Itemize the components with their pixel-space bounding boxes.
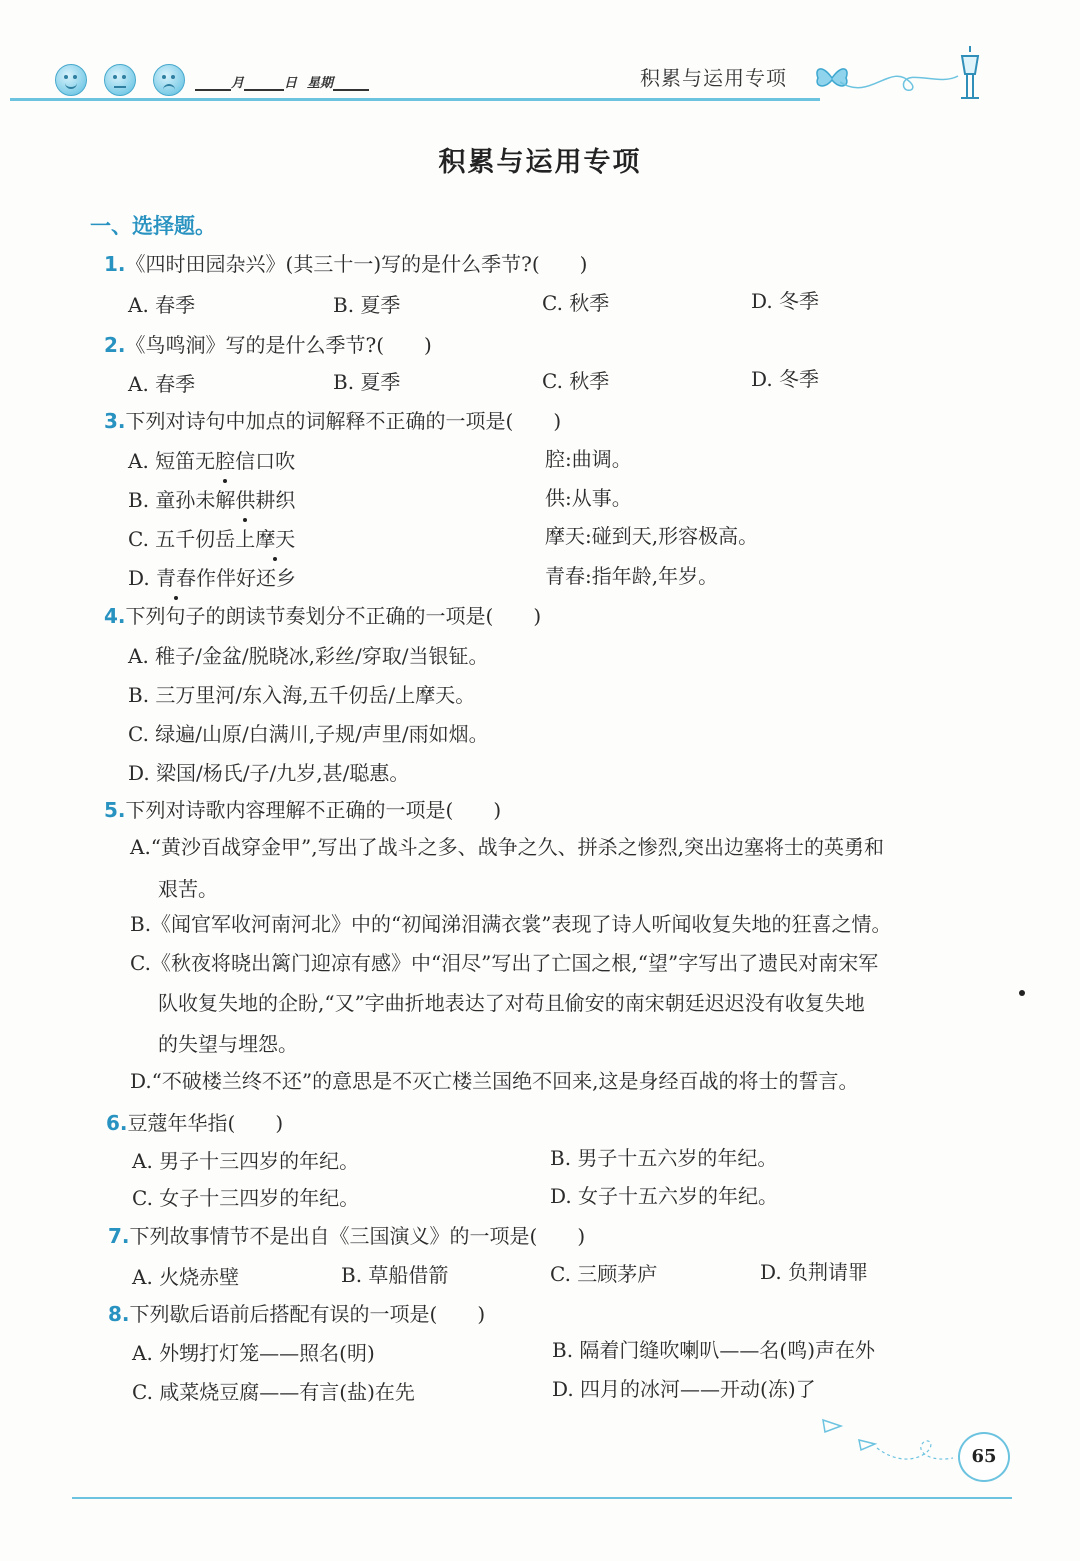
option: B. 夏季 [333,370,401,394]
option: C.《秋夜将晓出篱门迎凉有感》中“泪尽”写出了亡国之根,“望”字写出了遗民对南宋军 [130,951,879,975]
option: C. 女子十三四岁的年纪。 [132,1186,360,1210]
option: B.《闻官军收河南河北》中的“初闻涕泪满衣裳”表现了诗人听闻收复失地的狂喜之情。 [130,912,892,936]
option: D.“不破楼兰终不还”的意思是不灭亡楼兰国绝不回来,这是身经百战的将士的誓言。 [130,1069,859,1093]
option-text: C. 五千仞岳上 [128,527,256,551]
option-continuation: 艰苦。 [158,877,218,901]
option-text: A. 短笛无 [128,449,216,473]
question-1 [104,248,587,277]
page-title: 积累与运用专项 [438,147,642,178]
option: B. 隔着门缝吹喇叭——名(鸣)声在外 [552,1338,876,1362]
weekday-label: 星期 [307,76,334,91]
option [128,445,295,474]
question-number: 4. [104,604,126,628]
question-text: 《鸟鸣涧》写的是什么季节?( ) [125,333,432,357]
dotted-word: 供 [235,484,255,513]
question-text: 下列对诗句中加点的词解释不正确的一项是( ) [125,409,562,433]
dotted-word: 腔 [215,445,235,474]
option: A.“黄沙百战穿金甲”,写出了战斗之多、战争之久、拼杀之惨烈,突出边塞将士的英勇和 [130,835,884,859]
option-text: 信口吹 [235,449,296,473]
option: B. 三万里河/东入海,五千仞岳/上摩天。 [128,683,476,707]
date-fill-line [195,72,369,91]
option: D. 冬季 [751,289,820,313]
option: B. 夏季 [333,293,401,317]
page-number: 65 [958,1432,1010,1482]
stray-dot [1019,990,1025,996]
option: D. 女子十五六岁的年纪。 [550,1184,779,1208]
question-text: 豆蔻年华指( ) [127,1111,284,1135]
option [128,484,295,513]
neutral-face-icon [104,64,136,96]
option-explanation: 腔:曲调。 [545,447,632,471]
question-text: 下列故事情节不是出自《三国演义》的一项是( ) [129,1224,586,1248]
option [128,562,296,591]
option-text: B. 童孙未解 [128,488,236,512]
option: C. 绿遍/山原/白满川,子规/声里/雨如烟。 [128,722,489,746]
header-section-title: 积累与运用专项 [640,66,787,90]
option-text: 耕织 [255,488,296,512]
decorative-birds-icon [815,1412,955,1468]
option: A. 外甥打灯笼——照名(明) [132,1341,375,1365]
option-continuation: 队收复失地的企盼,“又”字曲折地表达了对苟且偷安的南宋朝廷迟迟没有收复失地 [158,991,865,1015]
question-number: 3. [104,409,126,433]
option: D. 梁国/杨氏/子/九岁,甚/聪惠。 [128,761,410,785]
question-number: 5. [104,798,126,822]
option-continuation: 的失望与埋怨。 [158,1032,298,1056]
option: B. 草船借箭 [341,1263,449,1287]
question-text: 下列歇后语前后搭配有误的一项是( ) [129,1302,486,1326]
option: C. 咸菜烧豆腐——有言(盐)在先 [132,1380,415,1404]
option: A. 春季 [128,372,196,396]
option [128,523,295,552]
option-explanation: 供:从事。 [545,486,632,510]
question-text: 下列对诗歌内容理解不正确的一项是( ) [125,798,502,822]
dotted-word: 摩天 [255,523,295,552]
smiley-face-icon [55,64,87,96]
question-6 [106,1107,283,1136]
option-text: D. [128,566,157,590]
dotted-word: 青春 [156,562,196,591]
day-label: 日 [284,76,298,91]
question-number: 8. [108,1302,130,1326]
option-text: 作伴好还乡 [196,566,297,590]
street-lamp-icon [953,44,987,100]
option: D. 冬季 [751,367,820,391]
header-divider [10,98,820,101]
option: C. 秋季 [542,291,610,315]
question-number: 2. [104,333,126,357]
sad-face-icon [153,64,185,96]
question-2 [104,329,432,358]
month-label: 月 [231,76,245,91]
question-number: 1. [104,252,126,276]
decorative-curl-icon [840,62,960,102]
option: B. 男子十五六岁的年纪。 [550,1146,778,1170]
question-7 [108,1220,585,1249]
option-explanation: 青春:指年龄,年岁。 [545,564,719,588]
question-text: 《四时田园杂兴》(其三十一)写的是什么季节?( ) [125,252,588,276]
question-text: 下列句子的朗读节奏划分不正确的一项是( ) [125,604,542,628]
option: D. 负荆请罪 [760,1260,869,1284]
option: A. 春季 [128,293,196,317]
option: A. 男子十三四岁的年纪。 [132,1149,360,1173]
question-number: 6. [106,1111,128,1135]
question-5 [104,794,501,823]
option: A. 稚子/金盆/脱晓冰,彩丝/穿取/当银钲。 [128,644,489,668]
option: C. 三顾茅庐 [550,1262,658,1286]
question-8 [108,1298,485,1327]
option: A. 火烧赤壁 [132,1265,240,1289]
question-4 [104,600,541,629]
option: C. 秋季 [542,369,610,393]
question-number: 7. [108,1224,130,1248]
footer-divider [72,1497,1012,1499]
option: D. 四月的冰河——开动(冻)了 [552,1377,816,1401]
section-heading: 一、选择题。 [90,214,216,238]
option-explanation: 摩天:碰到天,形容极高。 [545,524,759,548]
question-3 [104,405,561,434]
